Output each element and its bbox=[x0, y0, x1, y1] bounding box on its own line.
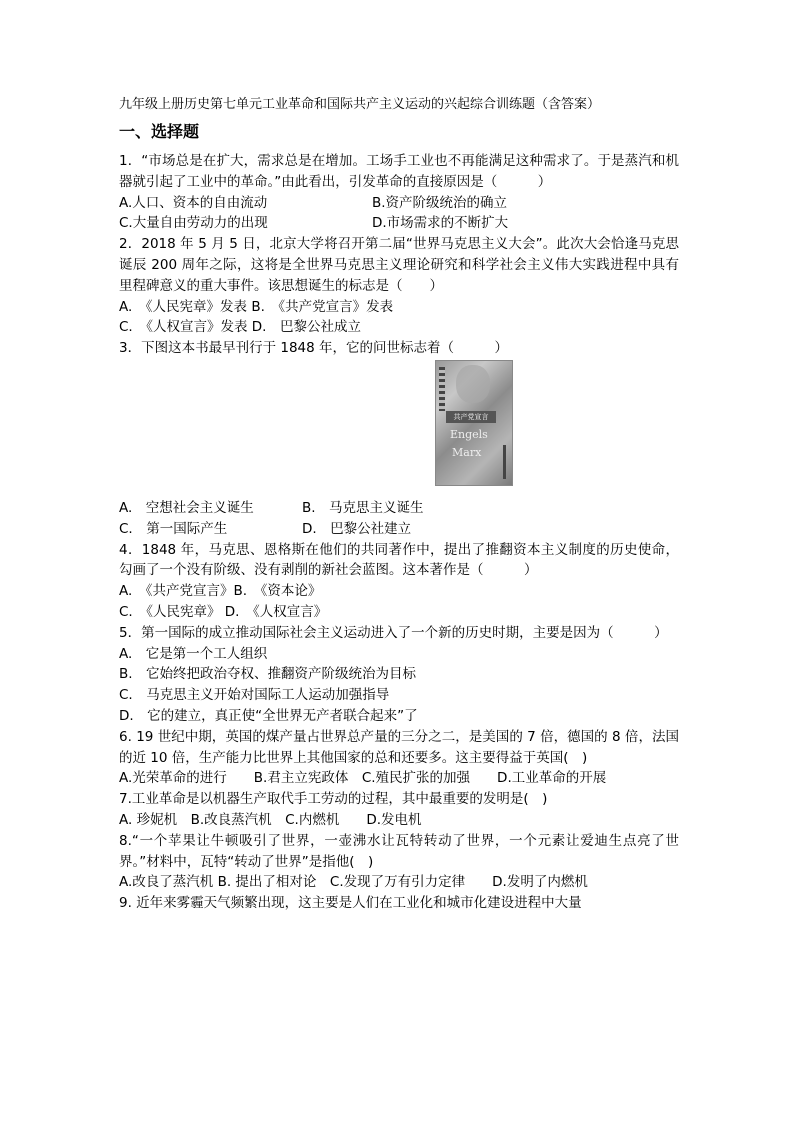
question-3-option-c: C. 第一国际产生 bbox=[119, 520, 228, 537]
question-8-text: 8.“一个苹果让牛顿吸引了世界，一壶沸水让瓦特转动了世界，一个元素让爱迪生点亮了世界。”材料中，瓦特“转动了世界”是指他( ) bbox=[119, 832, 679, 870]
question-5-option-a: A. 它是第一个工人组织 bbox=[119, 645, 268, 662]
question-1-option-b: B.资产阶级统治的确立 bbox=[372, 194, 508, 211]
book-cover-image bbox=[435, 360, 513, 486]
question-7 bbox=[119, 789, 679, 831]
question-5-text: 5．第一国际的成立推动国际社会主义运动进入了一个新的历史时期，主要是因为（ ） bbox=[119, 624, 668, 641]
question-1-option-d: D.市场需求的不断扩大 bbox=[372, 215, 509, 232]
portrait-image bbox=[456, 365, 490, 403]
question-1-option-a: A.人口、资本的自由流动 bbox=[119, 194, 268, 211]
question-8 bbox=[119, 831, 679, 893]
exam-page bbox=[119, 95, 679, 914]
question-2-options-cd: C. 《人权宣言》发表 D. 巴黎公社成立 bbox=[119, 319, 361, 336]
question-6-options: A.光荣革命的进行 B.君主立宪政体 C.殖民扩张的加强 D.工业革命的开展 bbox=[119, 770, 607, 787]
question-2 bbox=[119, 234, 679, 338]
question-6 bbox=[119, 727, 679, 789]
book-author-engels: Engels bbox=[450, 427, 488, 441]
question-9 bbox=[119, 893, 679, 914]
question-4-options-cd: C. 《人民宪章》 D. 《人权宣言》 bbox=[119, 603, 328, 620]
book-title-band bbox=[446, 411, 496, 423]
question-4-text: 4．1848 年，马克思、恩格斯在他们的共同著作中，提出了推翻资本主义制度的历史使命，勾画了一个没有阶级、没有剥削的新社会蓝图。这本著作是（ ） bbox=[119, 541, 679, 579]
book-author-marx: Marx bbox=[452, 445, 482, 459]
book-title: 共产党宣言 bbox=[453, 412, 489, 421]
question-3-option-d: D. 巴黎公社建立 bbox=[302, 520, 412, 537]
question-9-text: 9. 近年来雾霾天气频繁出现，这主要是人们在工业化和城市化建设进程中大量 bbox=[119, 895, 582, 912]
question-6-text: 6. 19 世纪中期，英国的煤产量占世界总产量的三分之二，是美国的 7 倍，德国的 8 倍，法国的近 10 倍，生产能力比世界上其他国家的总和还要多。这主要得益于英国( ) bbox=[119, 728, 679, 766]
question-5-option-d: D. 它的建立，真正使“全世界无产者联合起来”了 bbox=[119, 707, 418, 724]
question-4-options-ab: A. 《共产党宣言》B. 《资本论》 bbox=[119, 583, 322, 600]
question-1-text: 1．“市场总是在扩大，需求总是在增加。工场手工业也不再能满足这种需求了。于是蒸汽和机器就引起了工业中的革命。”由此看出，引发革命的直接原因是（ ） bbox=[119, 153, 679, 190]
question-7-text: 7.工业革命是以机器生产取代手工劳动的过程，其中最重要的发明是( ) bbox=[119, 791, 548, 808]
question-5 bbox=[119, 623, 679, 727]
question-5-option-c: C. 马克思主义开始对国际工人运动加强指导 bbox=[119, 687, 390, 704]
question-3-option-a: A. 空想社会主义诞生 bbox=[119, 499, 254, 516]
question-4 bbox=[119, 540, 679, 623]
question-3-option-b: B. 马克思主义诞生 bbox=[302, 499, 424, 516]
book-barcode bbox=[503, 445, 506, 479]
question-5-option-b: B. 它始终把政治夺权、推翻资产阶级统治为目标 bbox=[119, 666, 417, 683]
question-8-options: A.改良了蒸汽机 B. 提出了相对论 C.发现了万有引力定律 D.发明了内燃机 bbox=[119, 874, 588, 891]
question-3 bbox=[119, 338, 679, 539]
question-2-text: 2．2018 年 5 月 5 日，北京大学将召开第二届“世界马克思主义大会”。此次大会恰逢马克思诞辰 200 周年之际，这将是全世界马克思主义理论研究和科学社会主义伟大实践进程中具有里程碑意义的重大事件。该思想诞生的标志是（ ） bbox=[119, 236, 679, 294]
question-1-option-c: C.大量自由劳动力的出现 bbox=[119, 215, 268, 232]
question-2-options-ab: A. 《人民宪章》发表 B. 《共产党宣言》发表 bbox=[119, 298, 394, 315]
question-7-options: A. 珍妮机 B.改良蒸汽机 C.内燃机 D.发电机 bbox=[119, 811, 422, 828]
document-title: 九年级上册历史第七单元工业革命和国际共产主义运动的兴起综合训练题（含答案） bbox=[119, 97, 601, 112]
question-1 bbox=[119, 151, 679, 234]
section-title: 一、选择题 bbox=[119, 122, 200, 141]
question-3-text: 3．下图这本书最早刊行于 1848 年，它的问世标志着（ ） bbox=[119, 340, 509, 357]
book-spine-text bbox=[439, 367, 445, 411]
